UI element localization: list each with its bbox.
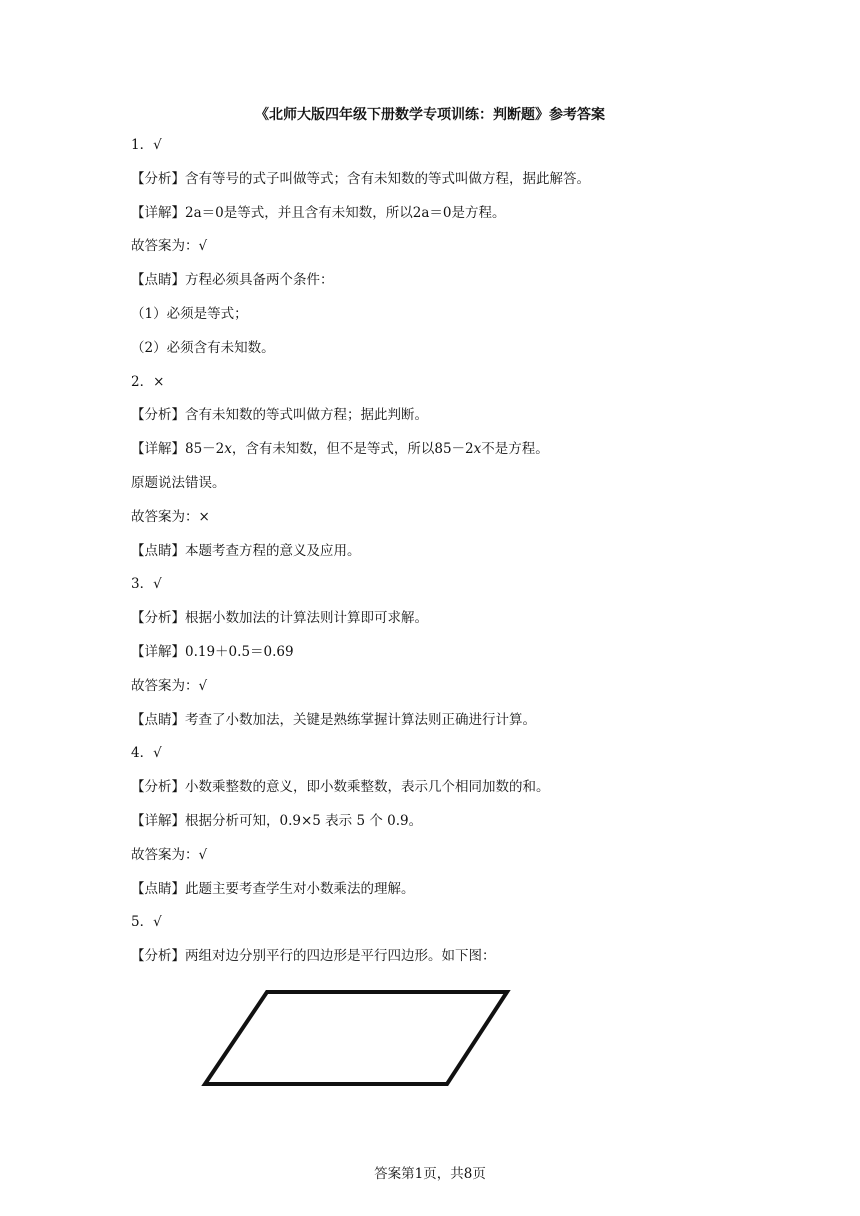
answer-3-number: 3．√ [131, 576, 162, 593]
answer-5-analysis: 【分析】两组对边分别平行的四边形是平行四边形。如下图： [131, 948, 496, 965]
answer-4-result: 故答案为：√ [131, 846, 208, 863]
page-footer: 答案第1页，共8页 [374, 1166, 486, 1182]
answer-2-analysis: 【分析】含有未知数的等式叫做方程；据此判断。 [131, 407, 428, 424]
answer-1-analysis: 【分析】含有等号的式子叫做等式；含有未知数的等式叫做方程，据此解答。 [131, 170, 590, 187]
answer-content [131, 134, 751, 979]
page-title: 《北师大版四年级下册数学专项训练：判断题》参考答案 [255, 107, 605, 123]
answer-3-result: 故答案为：√ [131, 677, 208, 694]
answer-5-number: 5．√ [131, 914, 162, 931]
answer-3-analysis: 【分析】根据小数加法的计算法则计算即可求解。 [131, 610, 428, 627]
answer-4-number: 4．√ [131, 745, 162, 762]
answer-1-detail: 【详解】2a＝0是等式，并且含有未知数，所以2a＝0是方程。 [131, 204, 506, 221]
parallelogram-shape [205, 992, 507, 1084]
answer-3-note: 【点睛】考查了小数加法，关键是熟练掌握计算法则正确进行计算。 [131, 711, 536, 728]
answer-2-number: 2．× [131, 373, 165, 390]
answer-3-detail: 【详解】0.19＋0.5＝0.69 [131, 643, 294, 660]
answer-1-note: 【点睛】方程必须具备两个条件： [131, 272, 334, 289]
answer-4-note: 【点睛】此题主要考查学生对小数乘法的理解。 [131, 880, 415, 897]
answer-1-note-condition-2: （2）必须含有未知数。 [131, 339, 275, 356]
parallelogram-figure [195, 984, 525, 1094]
answer-2-detail: 【详解】85－2𝑥，含有未知数，但不是等式，所以85－2𝑥不是方程。 [131, 441, 549, 458]
answer-1-result: 故答案为：√ [131, 238, 208, 255]
answer-2-statement: 原题说法错误。 [131, 474, 226, 491]
answer-2-note: 【点睛】本题考查方程的意义及应用。 [131, 542, 361, 559]
answer-4-detail: 【详解】根据分析可知，0.9×5 表示 5 个 0.9。 [131, 812, 423, 829]
answer-2-result: 故答案为：× [131, 508, 210, 525]
answer-4-analysis: 【分析】小数乘整数的意义，即小数乘整数，表示几个相同加数的和。 [131, 779, 550, 796]
answer-1-note-condition-1: （1）必须是等式； [131, 305, 248, 322]
answer-1-number: 1．√ [131, 137, 162, 153]
